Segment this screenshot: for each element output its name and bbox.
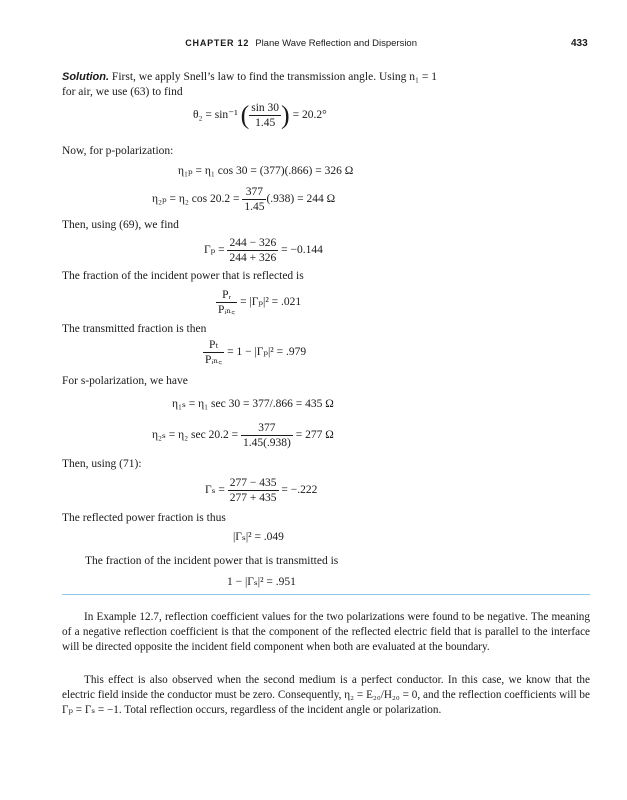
eq-gammas-num: 277 − 435 bbox=[229, 477, 277, 489]
equation-theta2: θ₂ = sin⁻¹ ( $\frac{\sin 30}{1.45}$ ) = 20.2° bbox=[193, 100, 327, 130]
using-69-label: Then, using (69), we find bbox=[62, 219, 179, 231]
eq-gammas-lhs: Γₛ = bbox=[205, 484, 225, 497]
equation-transmitted: 1 − |Γₛ|² = .951 bbox=[227, 576, 296, 588]
equation-gamma-s-squared: |Γₛ|² = .049 bbox=[233, 531, 284, 543]
section-divider bbox=[62, 594, 590, 595]
eq-eta2s-den: 1.45(.938) bbox=[242, 437, 291, 449]
fraction-reflected-label: The fraction of the incident power that is reflected is bbox=[62, 270, 304, 282]
eq-gammap-lhs: Γₚ = bbox=[204, 244, 225, 257]
eq-pr-num: Pᵣ bbox=[216, 288, 237, 303]
eq-gammas-fraction bbox=[228, 476, 279, 505]
eq-gammap-den: 244 + 326 bbox=[229, 252, 277, 264]
eq-eta2p-den: 1.45 bbox=[244, 201, 265, 213]
eq-pr-den: Pᵢₙ꜀ bbox=[218, 304, 236, 316]
eq-theta-rhs: = 20.2° bbox=[292, 109, 327, 122]
eq-gammap-rhs: = −0.144 bbox=[281, 244, 323, 257]
equation-gamma-p bbox=[204, 236, 323, 265]
transmitted-power-label: The fraction of the incident power that is transmitted is bbox=[85, 555, 339, 567]
eq-eta2s-fraction bbox=[241, 421, 293, 450]
chapter-label: CHAPTER 12 bbox=[185, 38, 250, 48]
p-polarization-label: Now, for p-polarization: bbox=[62, 145, 174, 157]
chapter-heading bbox=[185, 38, 417, 49]
eq-pt-rhs: = 1 − |Γₚ|² = .979 bbox=[227, 346, 307, 359]
eq-gammas-den: 277 + 435 bbox=[229, 492, 277, 504]
equation-eta1s: η₁ₛ = η₁ sec 30 = 377/.866 = 435 Ω bbox=[172, 398, 334, 410]
eq-eta2p-rhs: (.938) = 244 Ω bbox=[266, 193, 336, 206]
eq-eta2p-fraction bbox=[242, 185, 266, 214]
eq-pt-den: Pᵢₙ꜀ bbox=[205, 354, 223, 366]
eq-theta-fraction bbox=[249, 101, 281, 130]
eq-pt-fraction bbox=[203, 338, 224, 367]
chapter-title: Plane Wave Reflection and Dispersion bbox=[255, 38, 417, 49]
equation-pr-pinc bbox=[216, 288, 301, 317]
equation-gamma-s bbox=[205, 476, 317, 505]
page-number: 433 bbox=[571, 38, 588, 49]
equation-eta2p bbox=[152, 185, 335, 214]
reflected-power-label: The reflected power fraction is thus bbox=[62, 512, 226, 524]
solution-intro-2: for air, we use (63) to find bbox=[62, 86, 183, 98]
eq-pr-rhs: = |Γₚ|² = .021 bbox=[240, 296, 302, 309]
eq-gammap-fraction bbox=[227, 236, 278, 265]
paragraph-negative-reflection: In Example 12.7, reflection coefficient values for the two polarizations were found to be negative. The meaning of a negative reflection coefficient is that the component of the reflected electric field that is parallel to the interface will be directed opposite the incident field component when both are evaluated at the boundary. bbox=[62, 611, 590, 653]
eq-pt-num: Pₜ bbox=[203, 338, 224, 353]
eq-eta2s-rhs: = 277 Ω bbox=[295, 429, 334, 442]
eq-gammap-num: 244 − 326 bbox=[229, 237, 277, 249]
eq-gammas-rhs: = −.222 bbox=[281, 484, 318, 497]
eq-eta2p-num: 377 bbox=[242, 185, 266, 200]
solution-intro-text: First, we apply Snell’s law to find the transmission angle. Using n₁ = 1 bbox=[111, 71, 438, 83]
solution-label: Solution. bbox=[62, 71, 110, 83]
s-polarization-label: For s-polarization, we have bbox=[62, 375, 188, 387]
eq-theta-num: sin 30 bbox=[251, 102, 280, 114]
eq-theta-lhs: θ₂ = sin⁻¹ bbox=[193, 109, 238, 122]
eq-pr-fraction bbox=[216, 288, 237, 317]
running-header bbox=[0, 38, 627, 52]
eq-theta-den: 1.45 bbox=[255, 117, 276, 129]
solution-intro bbox=[62, 70, 437, 85]
transmitted-fraction-label: The transmitted fraction is then bbox=[62, 323, 207, 335]
equation-pt-pinc bbox=[203, 338, 306, 367]
equation-eta2s bbox=[152, 421, 334, 450]
equation-eta1p: η₁ₚ = η₁ cos 30 = (377)(.866) = 326 Ω bbox=[178, 165, 354, 177]
paragraph-perfect-conductor: This effect is also observed when the second medium is a perfect conductor. In this case, we know that the electric field inside the conductor must be zero. Consequently, η₂ = E₂₀/H₂₀ = 0, and the reflection coefficients will be Γₚ = Γₛ = −1. Total reflection occurs, regardless of the incident angle or polarization. bbox=[62, 674, 590, 716]
using-71-label: Then, using (71): bbox=[62, 458, 142, 470]
eq-eta2p-lhs: η₂ₚ = η₂ cos 20.2 = bbox=[152, 193, 240, 206]
eq-eta2s-lhs: η₂ₛ = η₂ sec 20.2 = bbox=[152, 429, 239, 442]
eq-eta2s-num: 377 bbox=[241, 421, 293, 436]
